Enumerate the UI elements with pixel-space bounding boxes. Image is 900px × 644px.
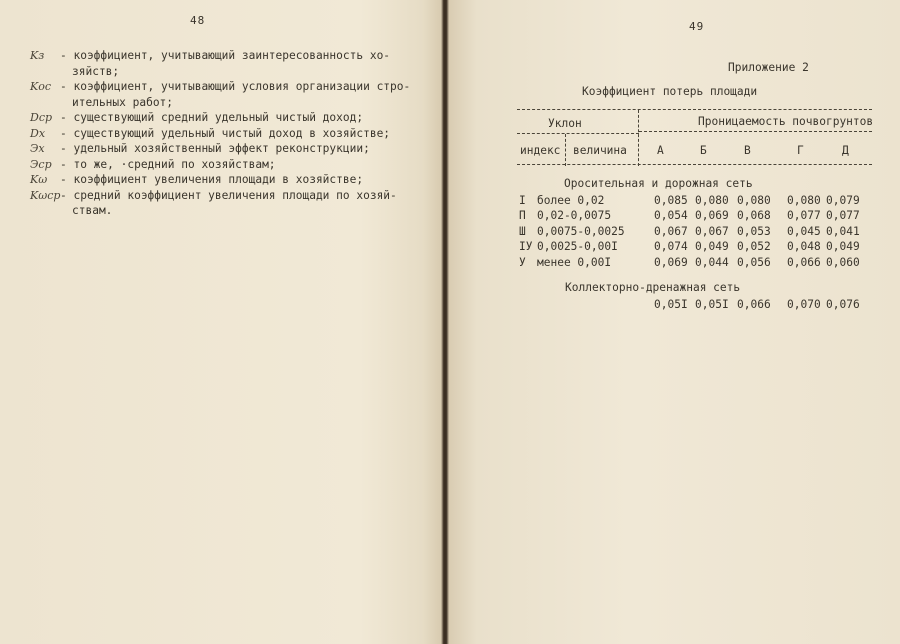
table-cell: 0,068 — [737, 209, 771, 223]
table-cell: 0,052 — [737, 240, 771, 254]
definition-symbol: Kос — [30, 80, 52, 93]
definition-symbol — [30, 64, 56, 80]
table-cell: 0,060 — [826, 255, 860, 269]
definition-text: - удельный хозяйственный эффект реконструкции; — [60, 142, 370, 155]
table-cell: 0,054 — [654, 209, 688, 223]
table-cell: 0,067 — [695, 224, 729, 238]
definition-symbol: Dх — [30, 126, 46, 140]
table-cell: 0,041 — [826, 224, 860, 238]
definition-row — [30, 126, 430, 142]
definition-text: - то же, ·средний по хозяйствам; — [60, 157, 276, 171]
table-cell: 0,067 — [654, 224, 688, 238]
definition-symbol: Эх — [30, 142, 45, 155]
row-slope-value: менее 0,00I — [537, 255, 612, 269]
header-mid-rule-left — [517, 133, 639, 134]
definition-row — [30, 95, 430, 111]
definition-row — [30, 188, 430, 204]
table-cell: 0,080 — [787, 194, 821, 207]
table-cell: 0,056 — [737, 255, 771, 269]
section-drainage: Коллекторно-дренажная сеть — [565, 281, 741, 294]
definition-text: - существующий средний удельный чистый доход; — [60, 111, 364, 124]
definition-symbol: Эср — [30, 157, 52, 171]
row-slope-value: 0,0075-0,0025 — [537, 224, 625, 238]
table-cell: 0,080 — [737, 194, 771, 207]
table-cell: 0,080 — [695, 194, 729, 207]
drainage-cell: 0,076 — [826, 298, 860, 311]
left-page — [0, 0, 443, 644]
table-cell: 0,077 — [787, 209, 821, 223]
table-cell: 0,085 — [654, 194, 688, 207]
row-index: ІУ — [519, 240, 533, 254]
table-cell: 0,048 — [787, 240, 821, 254]
page-number: 49 — [689, 20, 705, 33]
row-index: I — [519, 194, 526, 207]
definition-symbol: Kωср — [30, 188, 61, 202]
section-irrigation: Оросительная и дорожная сеть — [564, 177, 753, 190]
row-slope-value: более 0,02 — [537, 194, 605, 207]
table-cell: 0,079 — [826, 194, 860, 207]
definition-row — [30, 203, 430, 219]
drainage-cell: 0,05I — [654, 298, 688, 311]
row-index: П — [519, 209, 526, 223]
header-bottom-rule — [517, 164, 872, 165]
table-cell: 0,049 — [695, 240, 729, 254]
definition-row — [30, 79, 430, 95]
soil-class-header: Д — [842, 144, 849, 157]
soil-class-header: Г — [797, 144, 804, 157]
slope-value-header: величина — [573, 144, 627, 157]
definition-symbol: Dср — [30, 111, 53, 124]
definitions-list — [30, 48, 430, 219]
table-cell: 0,049 — [826, 240, 860, 254]
definition-symbol: Kω — [30, 173, 48, 186]
table-title: Коэффициент потерь площади — [582, 85, 758, 98]
definition-symbol: Kз — [30, 49, 45, 62]
definition-row — [30, 64, 430, 80]
table-cell: 0,053 — [737, 224, 771, 238]
definition-text: зяйств; — [72, 64, 120, 78]
soil-class-header: А — [657, 144, 664, 157]
table-top-rule — [517, 109, 872, 110]
definition-symbol — [30, 203, 56, 219]
slope-header: Уклон — [548, 117, 582, 130]
header-vertical-rule-2 — [565, 134, 566, 166]
definition-text: ствам. — [72, 204, 113, 217]
drainage-cell: 0,066 — [737, 298, 771, 311]
header-vertical-rule — [638, 110, 639, 166]
definition-row — [30, 110, 430, 126]
definition-row — [30, 141, 430, 157]
definition-text: - средний коэффициент увеличения площади по хозяй- — [60, 188, 397, 202]
definition-text: ительных работ; — [72, 95, 174, 109]
page-number: 48 — [190, 14, 206, 27]
header-mid-rule-right — [639, 131, 872, 132]
table-cell: 0,044 — [695, 255, 729, 269]
table-cell: 0,077 — [826, 209, 860, 223]
table-cell: 0,045 — [787, 224, 821, 238]
row-slope-value: 0,02-0,0075 — [537, 209, 612, 223]
table-cell: 0,069 — [695, 209, 729, 223]
drainage-cell: 0,05I — [695, 298, 729, 311]
definition-text: - коэффициент увеличения площади в хозяйстве; — [60, 173, 364, 186]
table-cell: 0,074 — [654, 240, 688, 254]
definition-row — [30, 157, 430, 173]
row-index: У — [519, 255, 526, 269]
row-index: Ш — [519, 224, 526, 238]
definition-row — [30, 172, 430, 188]
table-cell: 0,069 — [654, 255, 688, 269]
permeability-header: Проницаемость почвогрунтов — [698, 115, 874, 128]
definition-row — [30, 48, 430, 64]
appendix-label: Приложение 2 — [728, 61, 809, 74]
definition-text: - существующий удельный чистый доход в хозяйстве; — [60, 126, 391, 140]
row-slope-value: 0,0025-0,00I — [537, 240, 618, 254]
soil-class-header: В — [744, 144, 751, 157]
definition-text: - коэффициент, учитывающий условия организации стро- — [60, 80, 411, 93]
definition-text: - коэффициент, учитывающий заинтересованность хо- — [60, 49, 391, 62]
slope-index-header: индекс — [520, 144, 561, 157]
soil-class-header: Б — [700, 144, 707, 157]
drainage-cell: 0,070 — [787, 298, 821, 311]
table-cell: 0,066 — [787, 255, 821, 269]
definition-symbol — [30, 95, 56, 111]
